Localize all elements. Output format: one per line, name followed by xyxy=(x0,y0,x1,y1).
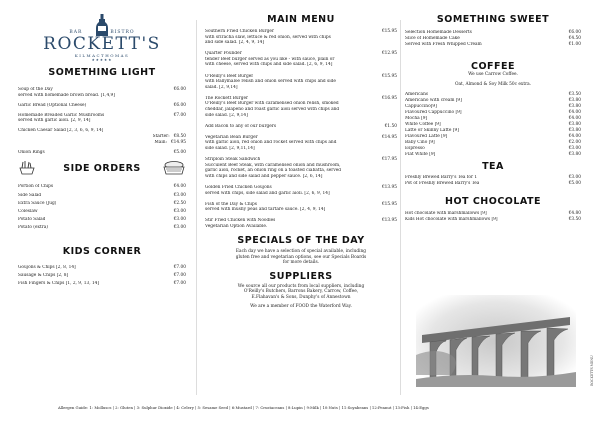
main-menu-item xyxy=(205,96,397,118)
column-divider xyxy=(400,20,401,395)
main-menu-item xyxy=(205,185,397,196)
menu-item-name: Latte or Skinny Latte [9] xyxy=(405,127,459,133)
menu-item-row xyxy=(405,140,581,146)
light-item-desc: served with homemade brown bread. [1,4,9] xyxy=(18,92,115,98)
menu-item-row xyxy=(18,265,186,271)
menu-item-row xyxy=(405,146,581,152)
kids-corner-list xyxy=(18,265,186,287)
menu-item-price: €3.80 xyxy=(568,103,581,109)
menu-item-row xyxy=(405,98,581,104)
menu-item-name: Baby Cino [9] xyxy=(405,139,435,145)
menu-item-name: White Coffee [9] xyxy=(405,121,441,127)
menu-item-row xyxy=(18,103,186,109)
menu-item-price: €3.00 xyxy=(173,192,186,198)
menu-item-price: €1.00 xyxy=(568,41,581,47)
menu-item-price: €4.00 xyxy=(568,115,581,121)
menu-item-name: Mocha [9] xyxy=(405,115,428,121)
logo-stars: ★★★★★ xyxy=(91,58,113,62)
coffee-title: COFFEE xyxy=(470,60,515,72)
menu-item-name: Goujons & Chips [2, 8, 14] xyxy=(18,264,76,270)
kids-corner-title: KIDS CORNER xyxy=(62,245,142,257)
something-sweet-title: SOMETHING SWEET xyxy=(436,14,550,25)
side-orders-list xyxy=(18,184,186,231)
menu-item-name: Flat White [9] xyxy=(405,151,436,157)
menu-item-name: O'Reilly's Beef Burger xyxy=(205,73,254,79)
chips-bowl-icon xyxy=(18,160,36,176)
coffee-milk-note: Oat, Almond & Soy Milk 50c extra. xyxy=(454,82,532,88)
main-menu-item-desc: served with chips, side salad and garlic aioli. [2, 6, 9, 14] xyxy=(205,190,330,196)
menu-item-row xyxy=(405,181,581,187)
specials-text xyxy=(205,249,397,266)
right-column xyxy=(405,0,581,223)
specials-title: SPECIALS OF THE DAY xyxy=(237,235,365,247)
logo-bistro-word: BISTRO xyxy=(110,30,135,35)
menu-item-price: €3.50 xyxy=(568,91,581,97)
menu-item-name: Potato (extra) xyxy=(18,225,48,231)
menu-item-name: Homemade Breaded Garlic Mushrooms xyxy=(18,112,105,118)
viaduct-illustration xyxy=(416,295,576,387)
menu-item-name: Golden Fried Chicken Goujons xyxy=(205,184,272,190)
logo-place: KILMACTHOMAS xyxy=(74,53,130,58)
menu-item-name: Fish Fingers & Chips [1, 2, 9, 13, 14] xyxy=(18,281,100,287)
main-menu-item xyxy=(205,202,397,213)
something-light-title: SOMETHING LIGHT xyxy=(48,67,156,78)
logo xyxy=(18,14,186,62)
menu-item-row xyxy=(18,225,186,231)
menu-item-name: Add Bacon to any of our burgers xyxy=(205,123,277,129)
something-sweet-list xyxy=(405,30,581,48)
main-menu-item-desc: salad. [2, 9,14] xyxy=(205,84,238,90)
column-divider xyxy=(196,20,197,395)
menu-item-price: €5.00 xyxy=(568,181,581,187)
menu-item-name: Side Salad xyxy=(18,192,42,198)
tea-title: TEA xyxy=(482,161,504,173)
menu-item-name: Americano with cream [9] xyxy=(405,97,462,103)
menu-item-price: €3.80 xyxy=(568,97,581,103)
menu-item-name: Vegetarian Bean Burger xyxy=(205,134,258,140)
menu-item-price: €6.00 xyxy=(568,30,581,35)
menu-item-row xyxy=(18,273,186,279)
menu-item-name: Garlic Bread (Optional Cheese) xyxy=(18,102,87,108)
main-menu-item-desc: and side salad. [2, 4, 9, 14] xyxy=(205,40,265,46)
menu-item-name: Striploin Steak Sandwich xyxy=(205,157,261,163)
menu-item-price: €1.50 xyxy=(384,123,397,129)
menu-item-price: €3.00 xyxy=(173,217,186,223)
main-menu-item-desc: O'Reilly's Beef Burger with caramelised onion relish, smoked xyxy=(205,101,339,107)
menu-item-price: €3.00 xyxy=(568,145,581,151)
light-item xyxy=(18,150,186,156)
menu-item-price: €3.50 xyxy=(568,216,581,222)
main-menu-item-desc: cheddar, jalapeno and roast garlic aioli served with chips and xyxy=(205,107,340,113)
specials-line: for more details. xyxy=(282,260,320,266)
menu-item-price: €6.00 xyxy=(173,102,186,108)
main-menu-item-desc: tender Beef burger served as you like - with sauce, plain or xyxy=(205,56,335,62)
menu-item-price: €14.95 xyxy=(381,134,397,140)
side-orders-header xyxy=(18,160,186,178)
menu-item-name: Freshly Brewed Barry's Tea for 1 xyxy=(405,175,478,181)
main-menu-item xyxy=(205,218,397,229)
main-menu-item xyxy=(205,29,397,46)
menu-item-row xyxy=(405,134,581,140)
menu-item-price: €3.80 xyxy=(568,121,581,127)
light-item-desc: served with garlic aioli. [2, 9, 14] xyxy=(18,118,91,124)
suppliers-line: O'Reilly's Butchers, Barrons Bakery, Carrow, Coffee, xyxy=(243,289,359,295)
menu-item-row xyxy=(405,128,581,134)
left-column xyxy=(18,0,186,289)
menu-item-price: €7.00 xyxy=(173,281,186,287)
main-menu-item xyxy=(205,74,397,91)
main-menu-item-desc: Vegetarian Option Available. xyxy=(205,223,268,229)
menu-item-row xyxy=(18,217,186,223)
menu-item-row xyxy=(405,152,581,158)
main-menu-title: MAIN MENU xyxy=(267,14,335,25)
middle-column xyxy=(205,0,397,309)
something-light-list xyxy=(18,87,186,155)
menu-item-name: Potato Salad xyxy=(18,217,46,223)
main-menu-item-desc: served with mushy peas and tartare sauce. [2, 4, 9, 14] xyxy=(205,207,326,213)
coffee-note: We use Carrow Coffee. xyxy=(468,71,518,77)
menu-item-name: Flavoured Cappuccino [9] xyxy=(405,109,462,115)
menu-item-price: €15.95 xyxy=(381,73,397,79)
menu-item-row xyxy=(18,209,186,215)
suppliers-line: E.Flahavan's & Sons, Dunphy's of Annestown xyxy=(251,295,351,300)
menu-item-name: Sausage & Chips [2, 8] xyxy=(18,273,69,279)
menu-item-price: €15.95 xyxy=(381,29,397,34)
menu-item-price: €4.00 xyxy=(568,133,581,139)
hot-chocolate-title: HOT CHOCOLATE xyxy=(445,195,541,207)
bread-basket-icon xyxy=(162,160,186,176)
menu-item-price: €5.00 xyxy=(173,149,186,155)
main-menu-item xyxy=(205,124,397,130)
side-orders-title: SIDE ORDERS xyxy=(63,163,141,175)
menu-item-name: Fish of the Day & Chips xyxy=(205,201,258,207)
menu-item-name: Chicken Caesar Salad [2, 3, 6, 6, 9, 14] xyxy=(18,128,104,134)
menu-item-row xyxy=(405,116,581,122)
main-menu-item xyxy=(205,51,397,68)
menu-item-price: €2.50 xyxy=(173,200,186,206)
menu-item-price: €6.00 xyxy=(173,87,186,92)
menu-item-row xyxy=(18,281,186,287)
light-item xyxy=(18,113,186,124)
menu-item-row xyxy=(18,184,186,190)
menu-item-price: €3.80 xyxy=(568,151,581,157)
allergen-guide: Allergen Guide: 1: Molluscs | 2: Gluten | 3: Sulphur Dioxide | 4: Celery | 5: Sesame Seed | 6:Mustard | 7: Crustaceans | 8:Lupin | 9:Milk | 10:Nuts | 11:Soyabeans | 12:Peanut | 13:Fish | 14:Eggs xyxy=(58,405,429,410)
menu-item-row xyxy=(18,201,186,207)
main-menu-item-desc: with sriracha slaw, lettuce & red onion, served with chips xyxy=(205,34,331,40)
menu-item-row xyxy=(205,124,397,130)
menu-item-price: €4.00 xyxy=(568,109,581,115)
main-menu-item-desc: with garlic aioli, red onion and rocket served with chips and xyxy=(205,140,337,146)
menu-item-row xyxy=(405,217,581,223)
menu-item-price: €4.80 xyxy=(568,210,581,216)
menu-item-name: Kids Hot chocolate with marshmallows [9] xyxy=(405,216,498,222)
light-item xyxy=(18,103,186,109)
menu-item-price: €16.95 xyxy=(381,95,397,101)
menu-item-row xyxy=(405,122,581,128)
menu-item-row xyxy=(18,193,186,199)
menu-item-name: Stir Fried Chicken with Noodles xyxy=(205,218,276,224)
menu-item-name: Served with Fresh Whipped Cream xyxy=(405,41,482,47)
menu-item-name: Slice of Homemade Cake xyxy=(405,35,460,41)
menu-item-row xyxy=(18,140,186,146)
menu-item-name: Cappuccino[9] xyxy=(405,103,437,109)
coffee-list xyxy=(405,92,581,157)
tea-list xyxy=(405,175,581,187)
main-menu-item-desc: with Ballymaloe relish and onion served with chips and side xyxy=(205,79,336,85)
menu-item-price: €15.95 xyxy=(381,201,397,207)
light-item xyxy=(18,87,186,98)
menu-item-row xyxy=(405,42,581,48)
menu-item-row xyxy=(405,104,581,110)
logo-name: ROCKETT'S xyxy=(43,34,161,54)
menu-item-row xyxy=(405,30,581,36)
suppliers-title: SUPPLIERS xyxy=(269,270,333,282)
menu-item-row xyxy=(405,175,581,181)
menu-item-name: Extra Sauce (Jug) xyxy=(18,200,57,206)
menu-item-name: Flavoured Latte [9] xyxy=(405,133,448,139)
menu-item-price: €7.00 xyxy=(173,264,186,270)
menu-item-row xyxy=(18,150,186,156)
menu-item-name: Espresso xyxy=(405,145,425,151)
menu-item-price: €3.00 xyxy=(568,175,581,181)
menu-item-price: €13.95 xyxy=(381,184,397,190)
menu-item-price: €3.80 xyxy=(568,127,581,133)
menu-item-name: Coleslaw xyxy=(18,208,38,214)
menu-item-name: Pot of Freshly Brewed Barry's Tea xyxy=(405,181,480,187)
main-menu-item-desc: side salad. [2, 9,11,14] xyxy=(205,146,255,151)
menu-item-name: The Rockett Burger xyxy=(205,95,249,101)
suppliers-text xyxy=(205,284,397,309)
logo-bar-word: BAR xyxy=(69,30,83,35)
main-menu-item xyxy=(205,135,397,152)
main-menu-item xyxy=(205,157,397,179)
menu-item-name: Southern Fried Chicken Burger xyxy=(205,29,275,34)
menu-item-name: Onion Rings xyxy=(18,149,45,155)
menu-item-name: Portion of Chips xyxy=(18,184,54,190)
main-menu-item-desc: Succulent Beef Steak, with caramelised onion and mushroom, xyxy=(205,162,341,168)
menu-item-name: Soup of the Day xyxy=(18,87,53,92)
menu-item-price: €4.00 xyxy=(173,184,186,190)
menu-item-name: Hot chocolate with marshmallows [9] xyxy=(405,210,487,216)
hot-chocolate-list xyxy=(405,211,581,223)
menu-item-price: €3.00 xyxy=(173,208,186,214)
menu-code: ROCKETTS MENU xyxy=(590,355,594,386)
menu-item-name: Quarter Pounder xyxy=(205,51,242,57)
menu-item-price: €13.95 xyxy=(381,218,397,224)
menu-item-price: €2.00 xyxy=(568,139,581,145)
menu-item-row xyxy=(405,36,581,42)
menu-item-price: €7.00 xyxy=(173,112,186,118)
menu-item-price: €4.50 xyxy=(568,35,581,41)
menu-item-price: €14.95 xyxy=(170,139,186,145)
main-menu-list xyxy=(205,29,397,230)
menu-item-row xyxy=(405,110,581,116)
suppliers-line: We are a member of FOOD the Waterford Way. xyxy=(250,303,352,309)
bottle-icon xyxy=(94,14,110,36)
menu-item-price: €17.95 xyxy=(381,157,397,163)
main-menu-item-desc: with chips and side salad and pepper sauce. [2, 6, 14] xyxy=(205,173,323,179)
menu-item-name: Americano xyxy=(405,91,429,97)
main-menu-item-desc: side salad. [2, 9,14] xyxy=(205,112,248,118)
menu-item-name: Starter: xyxy=(152,134,170,140)
light-item xyxy=(18,140,186,146)
main-menu-item-desc: with cheese, served with chips and side salad. [2, 6, 9, 14] xyxy=(205,62,333,68)
menu-item-price: €12.95 xyxy=(381,51,397,57)
menu-item-row xyxy=(405,92,581,98)
specials-line: gluten free and vegetarian options, see our Specials Boards xyxy=(235,254,367,260)
menu-item-name: Selection Homemade Desserts xyxy=(405,30,472,35)
menu-item-name: Main: xyxy=(154,139,167,145)
menu-item-price: €3.00 xyxy=(173,225,186,231)
specials-line: Each day we have a selection of special available, including xyxy=(235,249,367,255)
suppliers-line: We source all our products from local suppliers, including xyxy=(237,283,365,289)
menu-item-row xyxy=(405,211,581,217)
menu-item-price: €8.50 xyxy=(173,134,186,140)
menu-item-price: €7.00 xyxy=(173,273,186,279)
main-menu-item-desc: garlic aioli, rocket, an onion ring on a toasted ciabatta, served xyxy=(205,168,342,174)
